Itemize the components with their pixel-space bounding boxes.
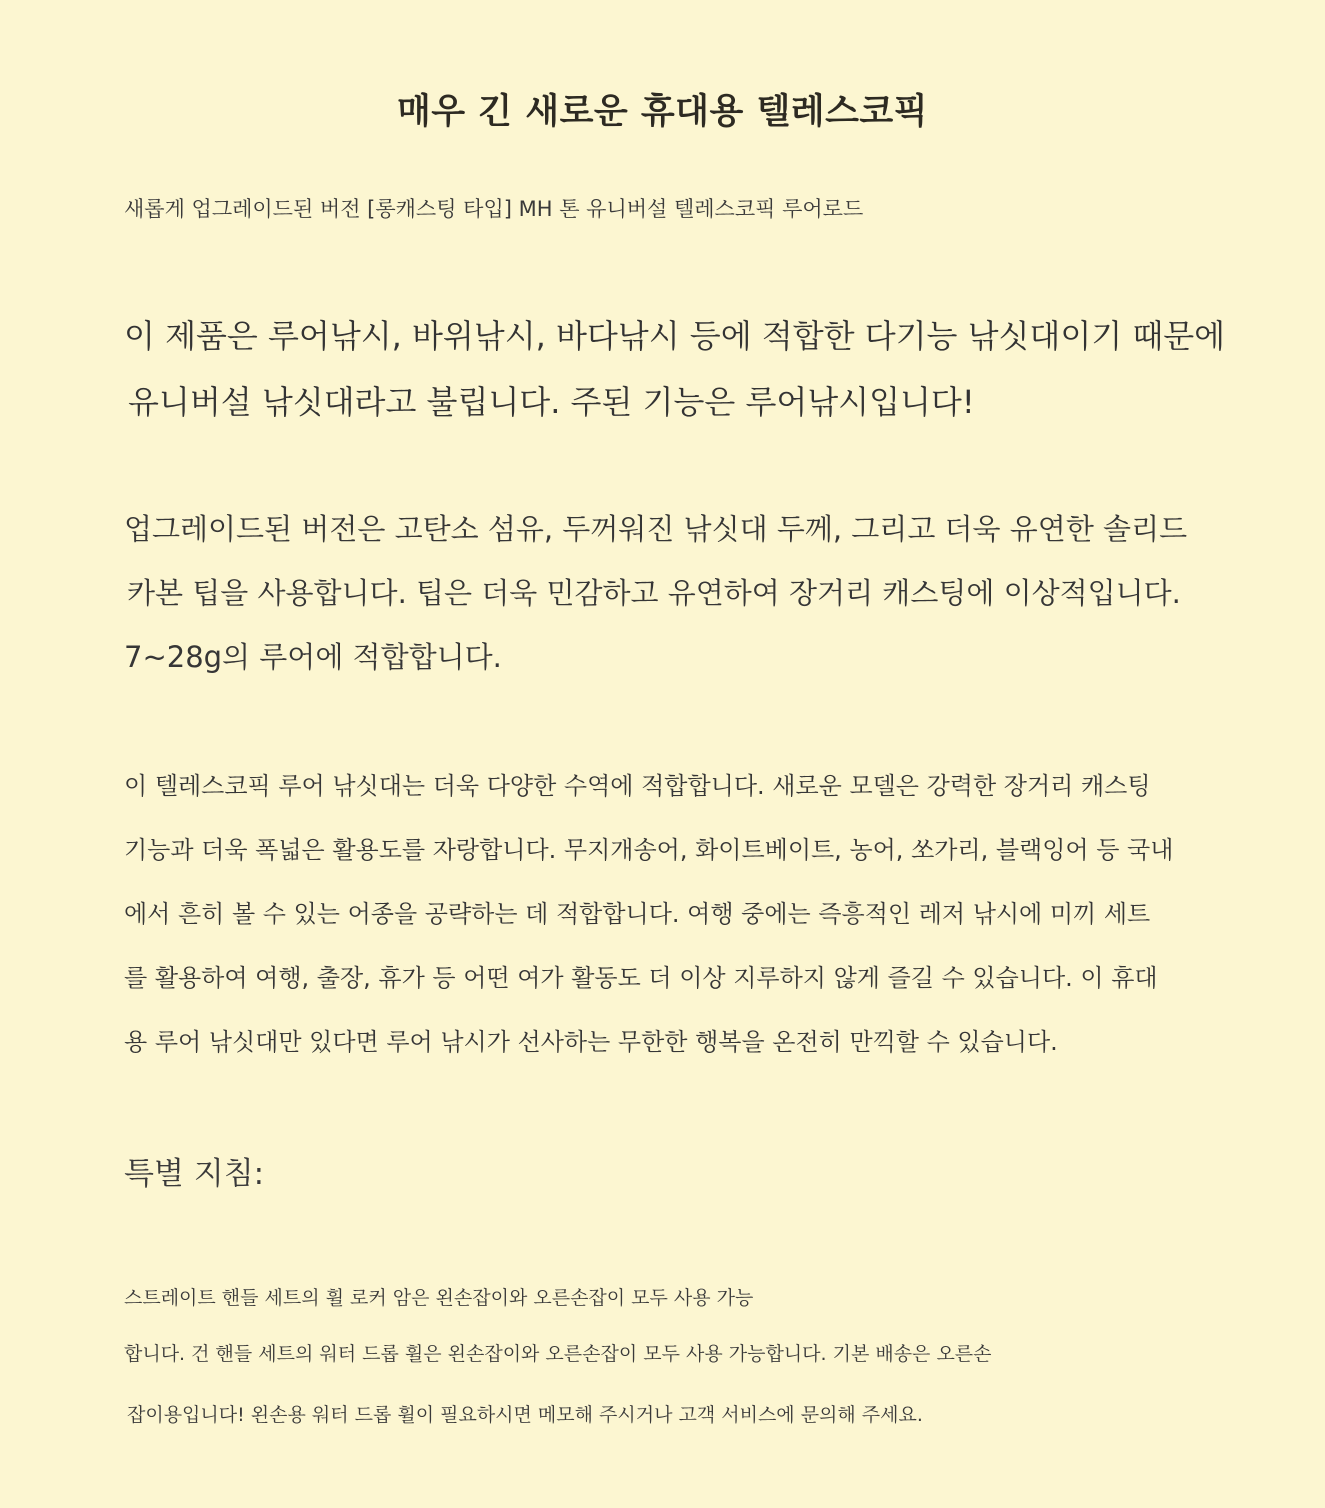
special-line: 잡이용입니다! 왼손용 워터 드롭 휠이 필요하시면 메모해 주시거나 고객 서비스에 문의해 주세요.: [127, 1404, 923, 1426]
description-line: 를 활용하여 여행, 출장, 휴가 등 어떤 여가 활동도 더 이상 지루하지 않게 즐길 수 있습니다. 이 휴대: [124, 964, 1158, 992]
description-paragraph: [124, 754, 1224, 1074]
upgrade-paragraph: [124, 497, 1224, 689]
intro-paragraph: [124, 303, 1224, 435]
intro-line: 이 제품은 루어낚시, 바위낚시, 바다낚시 등에 적합한 다기능 낚싯대이기 때문에: [124, 317, 1226, 355]
upgrade-line: 카본 팁을 사용합니다. 팁은 더욱 민감하고 유연하여 장거리 캐스팅에 이상적입니다.: [127, 576, 1181, 610]
upgrade-line: 업그레이드된 버전은 고탄소 섬유, 두꺼워진 낚싯대 두께, 그리고 더욱 유연한 솔리드: [124, 512, 1188, 546]
special-instructions-heading: 특별 지침:: [124, 1156, 265, 1192]
description-line: 에서 흔히 볼 수 있는 어종을 공략하는 데 적합합니다. 여행 중에는 즉흥적인 레저 낚시에 미끼 세트: [124, 900, 1151, 928]
description-line: 기능과 더욱 폭넓은 활용도를 자랑합니다. 무지개송어, 화이트베이트, 농어, 쏘가리, 블랙잉어 등 국내: [124, 836, 1174, 864]
page-title: 매우 긴 새로운 휴대용 텔레스코픽: [396, 92, 929, 132]
special-line: 스트레이트 핸들 세트의 휠 로커 암은 왼손잡이와 오른손잡이 모두 사용 가능: [124, 1287, 754, 1309]
special-instructions-paragraph: [124, 1280, 1224, 1450]
description-line: 용 루어 낚싯대만 있다면 루어 낚시가 선사하는 무한한 행복을 온전히 만끽할 수 있습니다.: [124, 1028, 1058, 1056]
description-line: 이 텔레스코픽 루어 낚싯대는 더욱 다양한 수역에 적합합니다. 새로운 모델은 강력한 장거리 캐스팅: [124, 772, 1151, 800]
product-subtitle: 새롭게 업그레이드된 버전 [롱캐스팅 타입] MH 톤 유니버설 텔레스코픽 루어로드: [124, 197, 864, 221]
upgrade-line: 7~28g의 루어에 적합합니다.: [124, 640, 502, 674]
intro-line: 유니버설 낚싯대라고 불립니다. 주된 기능은 루어낚시입니다!: [128, 383, 975, 421]
special-line: 합니다. 건 핸들 세트의 워터 드롭 휠은 왼손잡이와 오른손잡이 모두 사용 가능합니다. 기본 배송은 오른손: [124, 1343, 992, 1365]
